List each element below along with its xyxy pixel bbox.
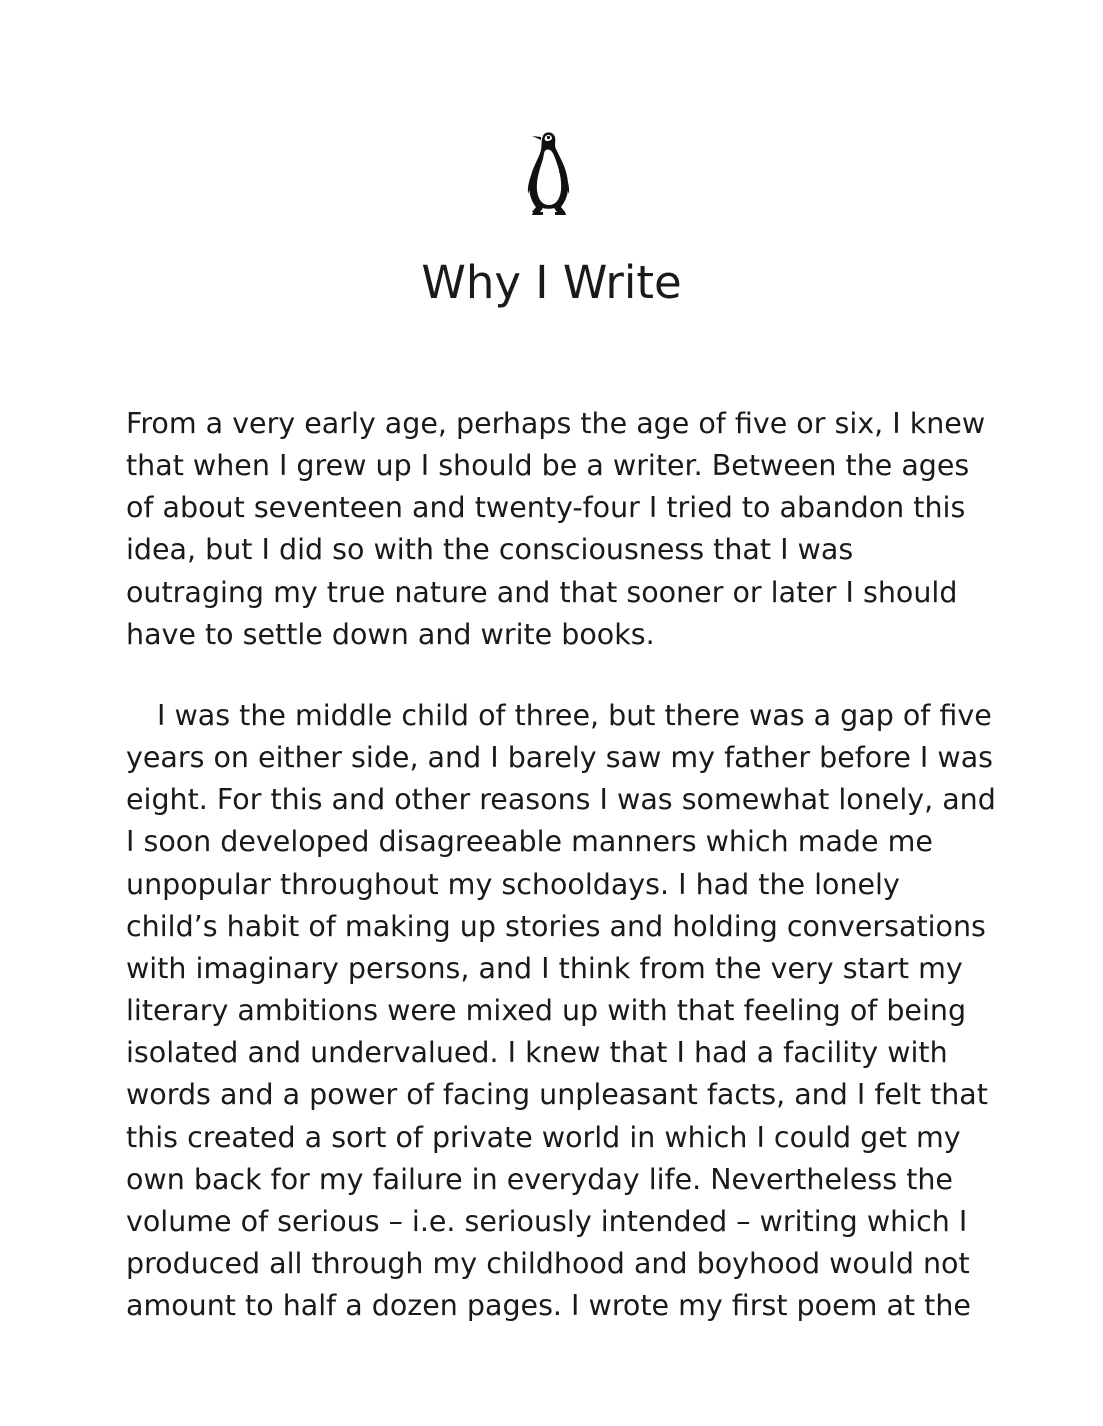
text-line: amount to half a dozen pages. I wrote my first poem at the <box>126 1289 971 1323</box>
penguin-icon <box>519 128 579 220</box>
text-line: this created a sort of private world in which I could get my <box>126 1120 961 1154</box>
text-line: volume of serious – i.e. seriously intended – writing which I <box>126 1204 968 1238</box>
text-line: I was the middle child of three, but there was a gap of five <box>157 699 992 732</box>
text-line: From a very early age, perhaps the age of five or six, I knew <box>126 407 986 440</box>
paragraph-2 <box>126 695 1006 1327</box>
text-line: have to settle down and write books. <box>126 617 655 651</box>
text-line: with imaginary persons, and I think from the very start my <box>126 951 963 985</box>
text-line: own back for my failure in everyday life. Nevertheless the <box>126 1162 953 1196</box>
text-line: child’s habit of making up stories and holding conversations <box>126 909 986 943</box>
page-title: Why I Write <box>421 256 682 309</box>
text-line: produced all through my childhood and boyhood would not <box>126 1247 970 1281</box>
text-line: I soon developed disagreeable manners which made me <box>126 825 933 859</box>
text-line: idea, but I did so with the consciousness that I was <box>126 533 854 567</box>
text-line: eight. For this and other reasons I was somewhat lonely, and <box>126 783 996 817</box>
text-line: of about seventeen and twenty-four I tried to abandon this <box>126 491 966 525</box>
paragraph-1 <box>126 403 1006 656</box>
text-line: years on either side, and I barely saw my father before I was <box>126 741 994 775</box>
text-line: unpopular throughout my schooldays. I had the lonely <box>126 867 900 901</box>
text-line: that when I grew up I should be a writer. Between the ages <box>126 449 970 483</box>
text-line: literary ambitions were mixed up with that feeling of being <box>126 994 967 1028</box>
text-line: words and a power of facing unpleasant facts, and I felt that <box>126 1078 988 1112</box>
text-line: outraging my true nature and that sooner or later I should <box>126 575 958 609</box>
text-line: isolated and undervalued. I knew that I had a facility with <box>126 1036 948 1070</box>
